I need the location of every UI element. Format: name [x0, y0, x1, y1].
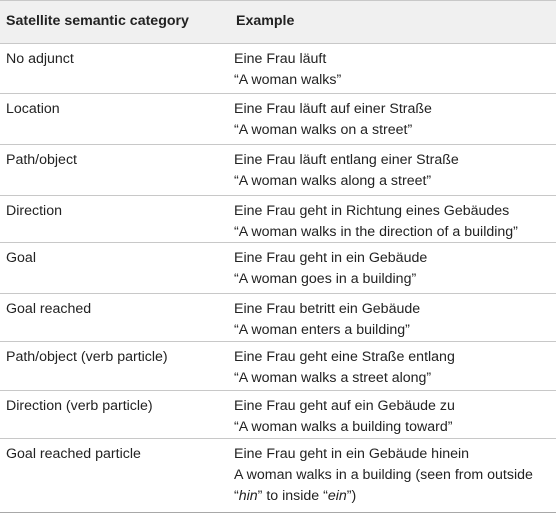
category-cell: Path/object: [6, 152, 77, 168]
table-row: [0, 439, 556, 513]
table-row: [0, 243, 556, 294]
example-english: “A woman enters a building”: [234, 322, 410, 338]
example-german: Eine Frau läuft entlang einer Straße: [234, 152, 459, 168]
table-row: [0, 44, 556, 94]
example-german: Eine Frau geht auf ein Gebäude zu: [234, 398, 455, 414]
example-cell: [234, 150, 459, 192]
example-english: “A woman walks on a street”: [234, 122, 413, 138]
header-satellite-semantic-category: Satellite semantic category: [6, 13, 189, 29]
category-cell: Path/object (verb particle): [6, 349, 168, 365]
example-german: Eine Frau betritt ein Gebäude: [234, 301, 421, 317]
table-row: [0, 342, 556, 391]
table-row: [0, 145, 556, 196]
example-cell: [234, 347, 455, 389]
category-cell: Direction: [6, 203, 62, 219]
category-cell: Location: [6, 101, 60, 117]
table-row: [0, 391, 556, 439]
ein-term: ein: [327, 488, 347, 504]
example-cell: [234, 396, 455, 438]
category-cell: Goal reached particle: [6, 446, 141, 462]
quote-mid: ” to inside “: [257, 488, 328, 504]
example-cell: [234, 99, 432, 141]
category-cell: Goal reached: [6, 301, 92, 317]
example-german: Eine Frau geht eine Straße entlang: [234, 349, 455, 365]
example-german: Eine Frau läuft: [234, 51, 327, 67]
example-english: “A woman walks a building toward”: [234, 419, 453, 435]
example-english: “A woman walks a street along”: [234, 370, 432, 386]
example-english: “A woman walks along a street”: [234, 173, 432, 189]
table-row: [0, 94, 556, 145]
header-example: Example: [236, 13, 295, 29]
example-german: Eine Frau läuft auf einer Straße: [234, 101, 432, 117]
example-english: “A woman goes in a building”: [234, 271, 417, 287]
example-german: Eine Frau geht in ein Gebäude hinein: [234, 446, 470, 462]
quote-open: “: [234, 488, 239, 504]
example-german: Eine Frau geht in ein Gebäude: [234, 250, 428, 266]
example-english: A woman walks in a building (seen from outside: [234, 467, 533, 483]
category-cell: Direction (verb particle): [6, 398, 153, 414]
table-row: [0, 294, 556, 342]
category-cell: No adjunct: [6, 51, 74, 67]
example-english: “A woman walks in the direction of a building”: [234, 224, 518, 240]
example-cell: [234, 201, 518, 243]
table-row: [0, 196, 556, 243]
example-cell: [234, 299, 420, 341]
hin-term: hin: [238, 488, 258, 504]
example-cell: [234, 248, 427, 290]
example-cell: [234, 49, 341, 91]
category-cell: Goal: [6, 250, 36, 266]
example-english: “A woman walks”: [234, 72, 342, 88]
quote-close: ”): [346, 488, 357, 504]
example-english-continued: [234, 486, 533, 507]
example-german: Eine Frau geht in Richtung eines Gebäudes: [234, 203, 510, 219]
table-header: [0, 0, 556, 44]
example-cell: [234, 444, 533, 507]
